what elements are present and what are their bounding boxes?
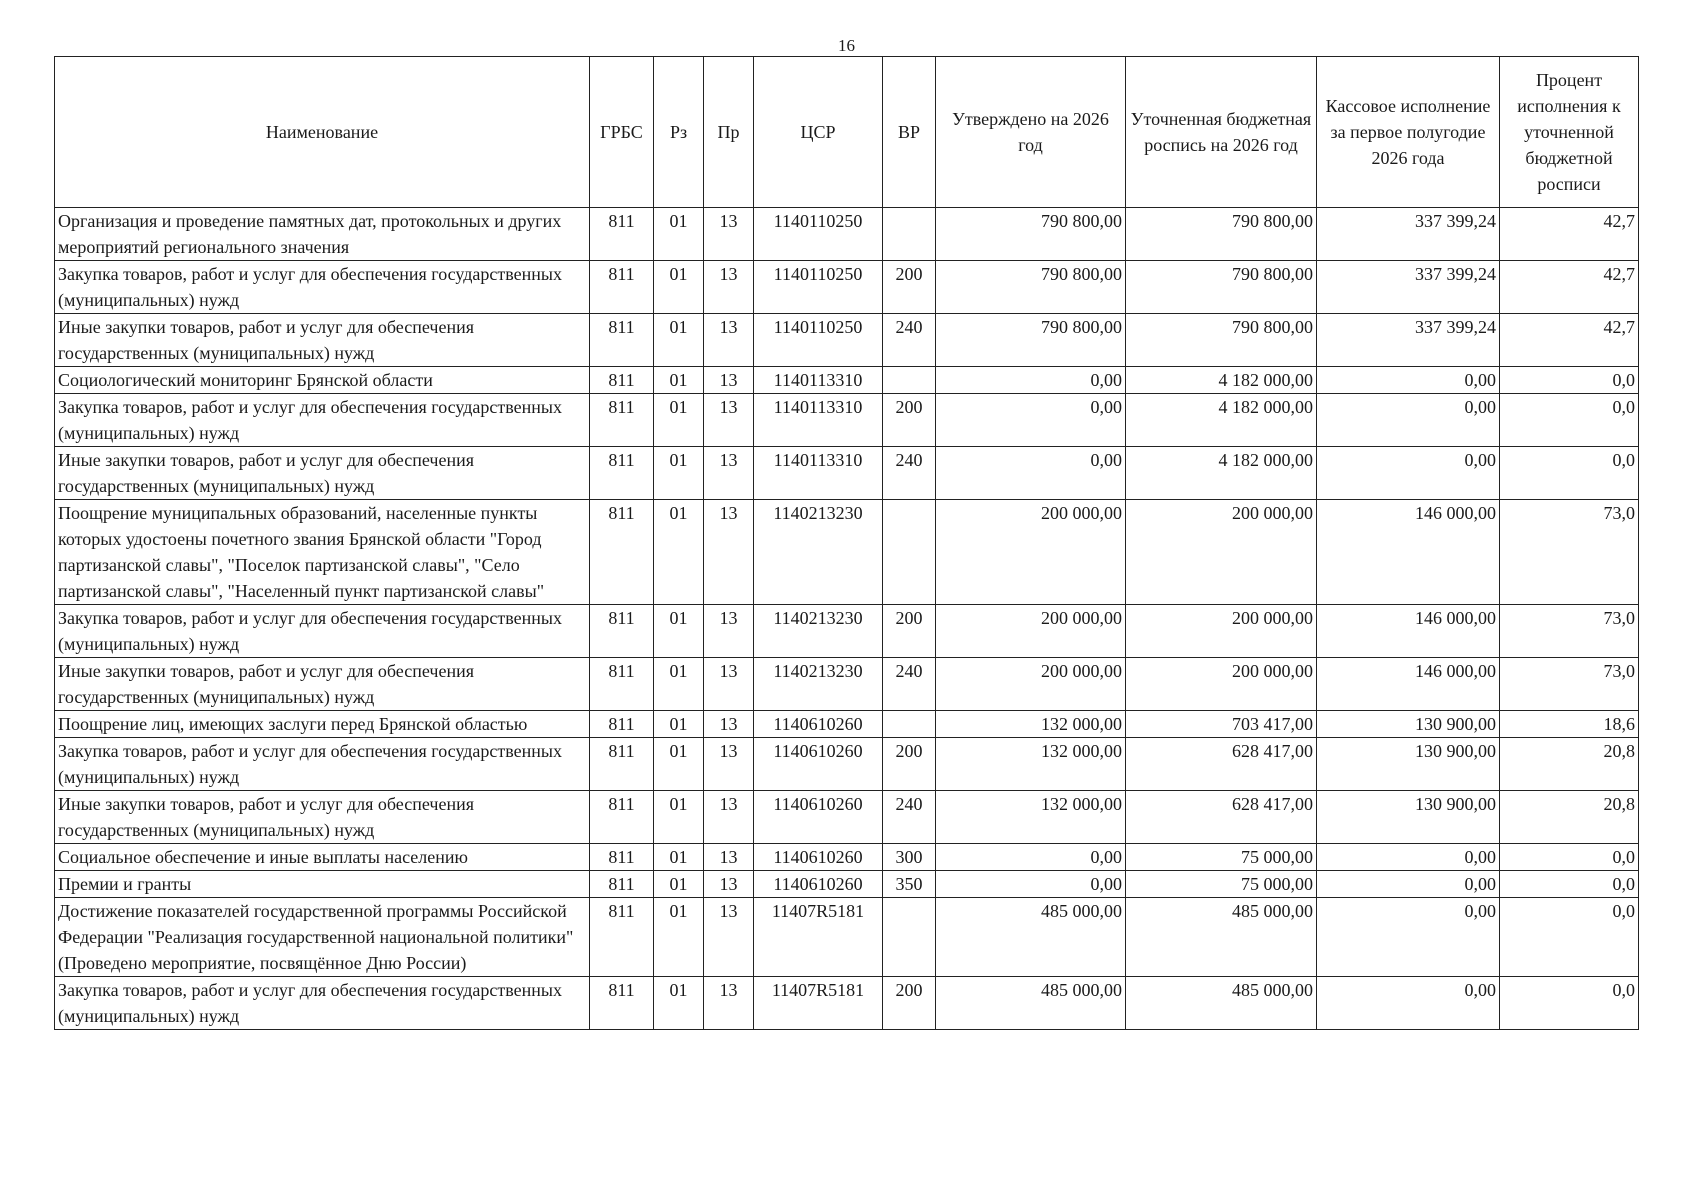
cell-name: Иные закупки товаров, работ и услуг для обеспечения государственных (муниципальных) нужд [55, 658, 590, 711]
cell-grbs: 811 [590, 898, 654, 977]
cell-rz: 01 [654, 658, 704, 711]
cell-refined: 628 417,00 [1126, 738, 1317, 791]
header-grbs: ГРБС [590, 57, 654, 208]
cell-vr: 300 [883, 844, 936, 871]
cell-grbs: 811 [590, 844, 654, 871]
header-approved: Утверждено на 2026 год [936, 57, 1126, 208]
cell-name: Достижение показателей государственной программы Российской Федерации "Реализация государственной национальной политики" (Проведено мероприятие, посвящённое Дню России) [55, 898, 590, 977]
cell-vr [883, 500, 936, 605]
cell-pr: 13 [704, 791, 754, 844]
cell-grbs: 811 [590, 314, 654, 367]
cell-name: Закупка товаров, работ и услуг для обеспечения государственных (муниципальных) нужд [55, 977, 590, 1030]
cell-approved: 0,00 [936, 394, 1126, 447]
cell-vr [883, 711, 936, 738]
cell-name: Поощрение лиц, имеющих заслуги перед Брянской областью [55, 711, 590, 738]
cell-csr: 1140610260 [754, 791, 883, 844]
header-percent: Процент исполнения к уточненной бюджетной росписи [1500, 57, 1639, 208]
cell-refined: 790 800,00 [1126, 208, 1317, 261]
cell-cash: 0,00 [1317, 367, 1500, 394]
table-row [55, 447, 1639, 500]
table-row [55, 394, 1639, 447]
cell-grbs: 811 [590, 208, 654, 261]
cell-pr: 13 [704, 898, 754, 977]
cell-name: Организация и проведение памятных дат, протокольных и других мероприятий регионального значения [55, 208, 590, 261]
table-row [55, 898, 1639, 977]
cell-cash: 146 000,00 [1317, 658, 1500, 711]
cell-vr: 240 [883, 791, 936, 844]
cell-refined: 200 000,00 [1126, 605, 1317, 658]
cell-csr: 11407R5181 [754, 977, 883, 1030]
cell-refined: 628 417,00 [1126, 791, 1317, 844]
table-row [55, 791, 1639, 844]
cell-vr: 240 [883, 447, 936, 500]
cell-rz: 01 [654, 977, 704, 1030]
cell-grbs: 811 [590, 871, 654, 898]
cell-cash: 146 000,00 [1317, 605, 1500, 658]
cell-grbs: 811 [590, 394, 654, 447]
cell-grbs: 811 [590, 711, 654, 738]
cell-name: Поощрение муниципальных образований, населенные пункты которых удостоены почетного звания Брянской области "Город партизанской славы", "Поселок партизанской славы", "Село партизанской славы", "Населенный пункт партизанской славы" [55, 500, 590, 605]
cell-cash: 0,00 [1317, 394, 1500, 447]
cell-approved: 0,00 [936, 844, 1126, 871]
cell-csr: 1140213230 [754, 500, 883, 605]
table-row [55, 658, 1639, 711]
cell-refined: 4 182 000,00 [1126, 394, 1317, 447]
cell-approved: 0,00 [936, 367, 1126, 394]
header-rz: Рз [654, 57, 704, 208]
cell-refined: 200 000,00 [1126, 658, 1317, 711]
cell-name: Социальное обеспечение и иные выплаты населению [55, 844, 590, 871]
cell-grbs: 811 [590, 977, 654, 1030]
cell-percent: 0,0 [1500, 447, 1639, 500]
cell-name: Иные закупки товаров, работ и услуг для обеспечения государственных (муниципальных) нужд [55, 447, 590, 500]
cell-csr: 1140213230 [754, 605, 883, 658]
cell-vr [883, 208, 936, 261]
cell-rz: 01 [654, 500, 704, 605]
cell-pr: 13 [704, 447, 754, 500]
cell-pr: 13 [704, 844, 754, 871]
table-row [55, 605, 1639, 658]
table-row [55, 871, 1639, 898]
cell-grbs: 811 [590, 367, 654, 394]
cell-percent: 20,8 [1500, 738, 1639, 791]
cell-csr: 1140110250 [754, 261, 883, 314]
cell-vr [883, 367, 936, 394]
cell-rz: 01 [654, 208, 704, 261]
cell-cash: 0,00 [1317, 447, 1500, 500]
table-body [55, 208, 1639, 1030]
cell-csr: 1140110250 [754, 314, 883, 367]
cell-csr: 1140213230 [754, 658, 883, 711]
table-row [55, 500, 1639, 605]
cell-percent: 73,0 [1500, 605, 1639, 658]
cell-approved: 200 000,00 [936, 605, 1126, 658]
cell-grbs: 811 [590, 658, 654, 711]
cell-percent: 73,0 [1500, 658, 1639, 711]
cell-percent: 0,0 [1500, 394, 1639, 447]
budget-table [54, 56, 1639, 1030]
cell-vr: 350 [883, 871, 936, 898]
cell-csr: 1140113310 [754, 367, 883, 394]
cell-rz: 01 [654, 791, 704, 844]
cell-name: Премии и гранты [55, 871, 590, 898]
cell-rz: 01 [654, 844, 704, 871]
cell-cash: 0,00 [1317, 871, 1500, 898]
cell-rz: 01 [654, 367, 704, 394]
cell-refined: 485 000,00 [1126, 977, 1317, 1030]
cell-percent: 42,7 [1500, 261, 1639, 314]
cell-pr: 13 [704, 605, 754, 658]
cell-approved: 132 000,00 [936, 738, 1126, 791]
cell-csr: 11407R5181 [754, 898, 883, 977]
cell-refined: 790 800,00 [1126, 314, 1317, 367]
cell-refined: 75 000,00 [1126, 844, 1317, 871]
cell-csr: 1140113310 [754, 447, 883, 500]
cell-vr: 200 [883, 977, 936, 1030]
cell-csr: 1140113310 [754, 394, 883, 447]
table-row [55, 208, 1639, 261]
cell-percent: 0,0 [1500, 977, 1639, 1030]
cell-percent: 20,8 [1500, 791, 1639, 844]
cell-pr: 13 [704, 500, 754, 605]
cell-rz: 01 [654, 314, 704, 367]
cell-approved: 0,00 [936, 871, 1126, 898]
table-row [55, 367, 1639, 394]
table-row [55, 314, 1639, 367]
cell-approved: 132 000,00 [936, 711, 1126, 738]
cell-vr [883, 898, 936, 977]
cell-csr: 1140610260 [754, 871, 883, 898]
cell-grbs: 811 [590, 738, 654, 791]
cell-pr: 13 [704, 871, 754, 898]
cell-approved: 132 000,00 [936, 791, 1126, 844]
cell-grbs: 811 [590, 605, 654, 658]
cell-vr: 200 [883, 261, 936, 314]
cell-vr: 240 [883, 658, 936, 711]
cell-approved: 0,00 [936, 447, 1126, 500]
page-number: 16 [838, 36, 855, 55]
cell-name: Иные закупки товаров, работ и услуг для обеспечения государственных (муниципальных) нужд [55, 314, 590, 367]
cell-rz: 01 [654, 898, 704, 977]
cell-refined: 75 000,00 [1126, 871, 1317, 898]
cell-refined: 4 182 000,00 [1126, 447, 1317, 500]
cell-pr: 13 [704, 367, 754, 394]
cell-pr: 13 [704, 977, 754, 1030]
cell-percent: 0,0 [1500, 871, 1639, 898]
table-row [55, 977, 1639, 1030]
cell-csr: 1140110250 [754, 208, 883, 261]
cell-name: Закупка товаров, работ и услуг для обеспечения государственных (муниципальных) нужд [55, 605, 590, 658]
cell-rz: 01 [654, 394, 704, 447]
cell-refined: 790 800,00 [1126, 261, 1317, 314]
header-vr: ВР [883, 57, 936, 208]
table-row [55, 261, 1639, 314]
header-row [55, 57, 1639, 208]
cell-rz: 01 [654, 605, 704, 658]
cell-csr: 1140610260 [754, 711, 883, 738]
cell-pr: 13 [704, 394, 754, 447]
cell-approved: 200 000,00 [936, 500, 1126, 605]
cell-approved: 790 800,00 [936, 261, 1126, 314]
cell-approved: 485 000,00 [936, 977, 1126, 1030]
header-cash: Кассовое исполнение за первое полугодие 2026 года [1317, 57, 1500, 208]
cell-pr: 13 [704, 314, 754, 367]
cell-cash: 0,00 [1317, 844, 1500, 871]
cell-refined: 4 182 000,00 [1126, 367, 1317, 394]
cell-percent: 73,0 [1500, 500, 1639, 605]
cell-name: Иные закупки товаров, работ и услуг для обеспечения государственных (муниципальных) нужд [55, 791, 590, 844]
cell-vr: 240 [883, 314, 936, 367]
cell-name: Закупка товаров, работ и услуг для обеспечения государственных (муниципальных) нужд [55, 394, 590, 447]
cell-vr: 200 [883, 605, 936, 658]
cell-cash: 130 900,00 [1317, 791, 1500, 844]
cell-refined: 200 000,00 [1126, 500, 1317, 605]
cell-approved: 200 000,00 [936, 658, 1126, 711]
cell-csr: 1140610260 [754, 738, 883, 791]
cell-percent: 42,7 [1500, 314, 1639, 367]
table-header [55, 57, 1639, 208]
cell-cash: 337 399,24 [1317, 314, 1500, 367]
cell-cash: 0,00 [1317, 977, 1500, 1030]
cell-cash: 130 900,00 [1317, 738, 1500, 791]
cell-percent: 42,7 [1500, 208, 1639, 261]
cell-vr: 200 [883, 394, 936, 447]
cell-rz: 01 [654, 447, 704, 500]
cell-pr: 13 [704, 208, 754, 261]
cell-pr: 13 [704, 738, 754, 791]
cell-rz: 01 [654, 738, 704, 791]
header-csr: ЦСР [754, 57, 883, 208]
cell-cash: 130 900,00 [1317, 711, 1500, 738]
table-row [55, 844, 1639, 871]
cell-name: Закупка товаров, работ и услуг для обеспечения государственных (муниципальных) нужд [55, 261, 590, 314]
cell-approved: 485 000,00 [936, 898, 1126, 977]
header-pr: Пр [704, 57, 754, 208]
cell-cash: 0,00 [1317, 898, 1500, 977]
cell-csr: 1140610260 [754, 844, 883, 871]
cell-pr: 13 [704, 261, 754, 314]
cell-refined: 485 000,00 [1126, 898, 1317, 977]
cell-cash: 337 399,24 [1317, 208, 1500, 261]
cell-percent: 18,6 [1500, 711, 1639, 738]
cell-vr: 200 [883, 738, 936, 791]
table-row [55, 711, 1639, 738]
cell-rz: 01 [654, 711, 704, 738]
cell-percent: 0,0 [1500, 367, 1639, 394]
cell-grbs: 811 [590, 447, 654, 500]
cell-cash: 146 000,00 [1317, 500, 1500, 605]
cell-grbs: 811 [590, 791, 654, 844]
cell-pr: 13 [704, 711, 754, 738]
cell-refined: 703 417,00 [1126, 711, 1317, 738]
cell-grbs: 811 [590, 500, 654, 605]
cell-percent: 0,0 [1500, 844, 1639, 871]
cell-pr: 13 [704, 658, 754, 711]
cell-name: Закупка товаров, работ и услуг для обеспечения государственных (муниципальных) нужд [55, 738, 590, 791]
header-refined: Уточненная бюджетная роспись на 2026 год [1126, 57, 1317, 208]
cell-grbs: 811 [590, 261, 654, 314]
table-row [55, 738, 1639, 791]
cell-rz: 01 [654, 871, 704, 898]
header-name: Наименование [55, 57, 590, 208]
cell-rz: 01 [654, 261, 704, 314]
cell-approved: 790 800,00 [936, 208, 1126, 261]
cell-cash: 337 399,24 [1317, 261, 1500, 314]
cell-name: Социологический мониторинг Брянской области [55, 367, 590, 394]
cell-approved: 790 800,00 [936, 314, 1126, 367]
cell-percent: 0,0 [1500, 898, 1639, 977]
